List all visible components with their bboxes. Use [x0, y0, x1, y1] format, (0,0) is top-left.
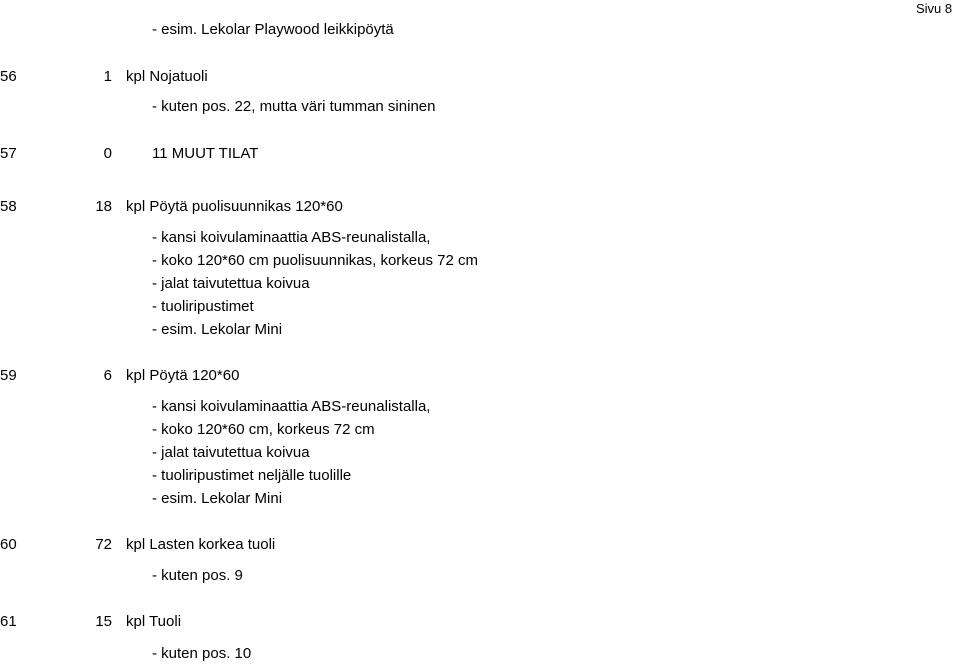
item-note: - kuten pos. 22, mutta väri tumman sininen	[152, 98, 436, 115]
item-position: 59	[0, 367, 17, 384]
item-note: - kansi koivulaminaattia ABS-reunalistalla,	[152, 229, 431, 246]
item-note: - kansi koivulaminaattia ABS-reunalistalla,	[152, 398, 431, 415]
item-note: - koko 120*60 cm, korkeus 72 cm	[152, 421, 375, 438]
item-position: 60	[0, 536, 17, 553]
item-quantity: 1	[103, 68, 112, 85]
item-title: kpl Nojatuoli	[126, 68, 208, 85]
item-quantity: 6	[103, 367, 112, 384]
item-note: - esim. Lekolar Mini	[152, 321, 283, 338]
item-position: 56	[0, 68, 17, 85]
item-position: 61	[0, 613, 17, 630]
item-position: 57	[0, 145, 17, 162]
item-note: - kuten pos. 10	[152, 645, 252, 662]
item-title: kpl Pöytä puolisuunnikas 120*60	[126, 198, 343, 215]
item-quantity: 72	[95, 536, 112, 553]
item-title: kpl Pöytä 120*60	[126, 367, 240, 384]
item-note: - jalat taivutettua koivua	[152, 444, 310, 461]
item-note: - koko 120*60 cm puolisuunnikas, korkeus 72 cm	[152, 252, 479, 269]
item-position: 58	[0, 198, 17, 215]
page-number: Sivu 8	[916, 1, 953, 16]
item-quantity: 15	[95, 613, 112, 630]
item-note: - kuten pos. 9	[152, 567, 243, 584]
item-quantity: 18	[95, 198, 112, 215]
continuation-note: - esim. Lekolar Playwood leikkipöytä	[152, 21, 394, 38]
item-note: - esim. Lekolar Mini	[152, 490, 283, 507]
section-heading: 11 MUUT TILAT	[152, 145, 259, 162]
item-quantity: 0	[103, 145, 112, 162]
item-note: - jalat taivutettua koivua	[152, 275, 310, 292]
item-note: - tuoliripustimet	[152, 298, 254, 315]
item-note: - tuoliripustimet neljälle tuolille	[152, 467, 352, 484]
item-title: kpl Lasten korkea tuoli	[126, 536, 276, 553]
item-title: kpl Tuoli	[126, 613, 182, 630]
